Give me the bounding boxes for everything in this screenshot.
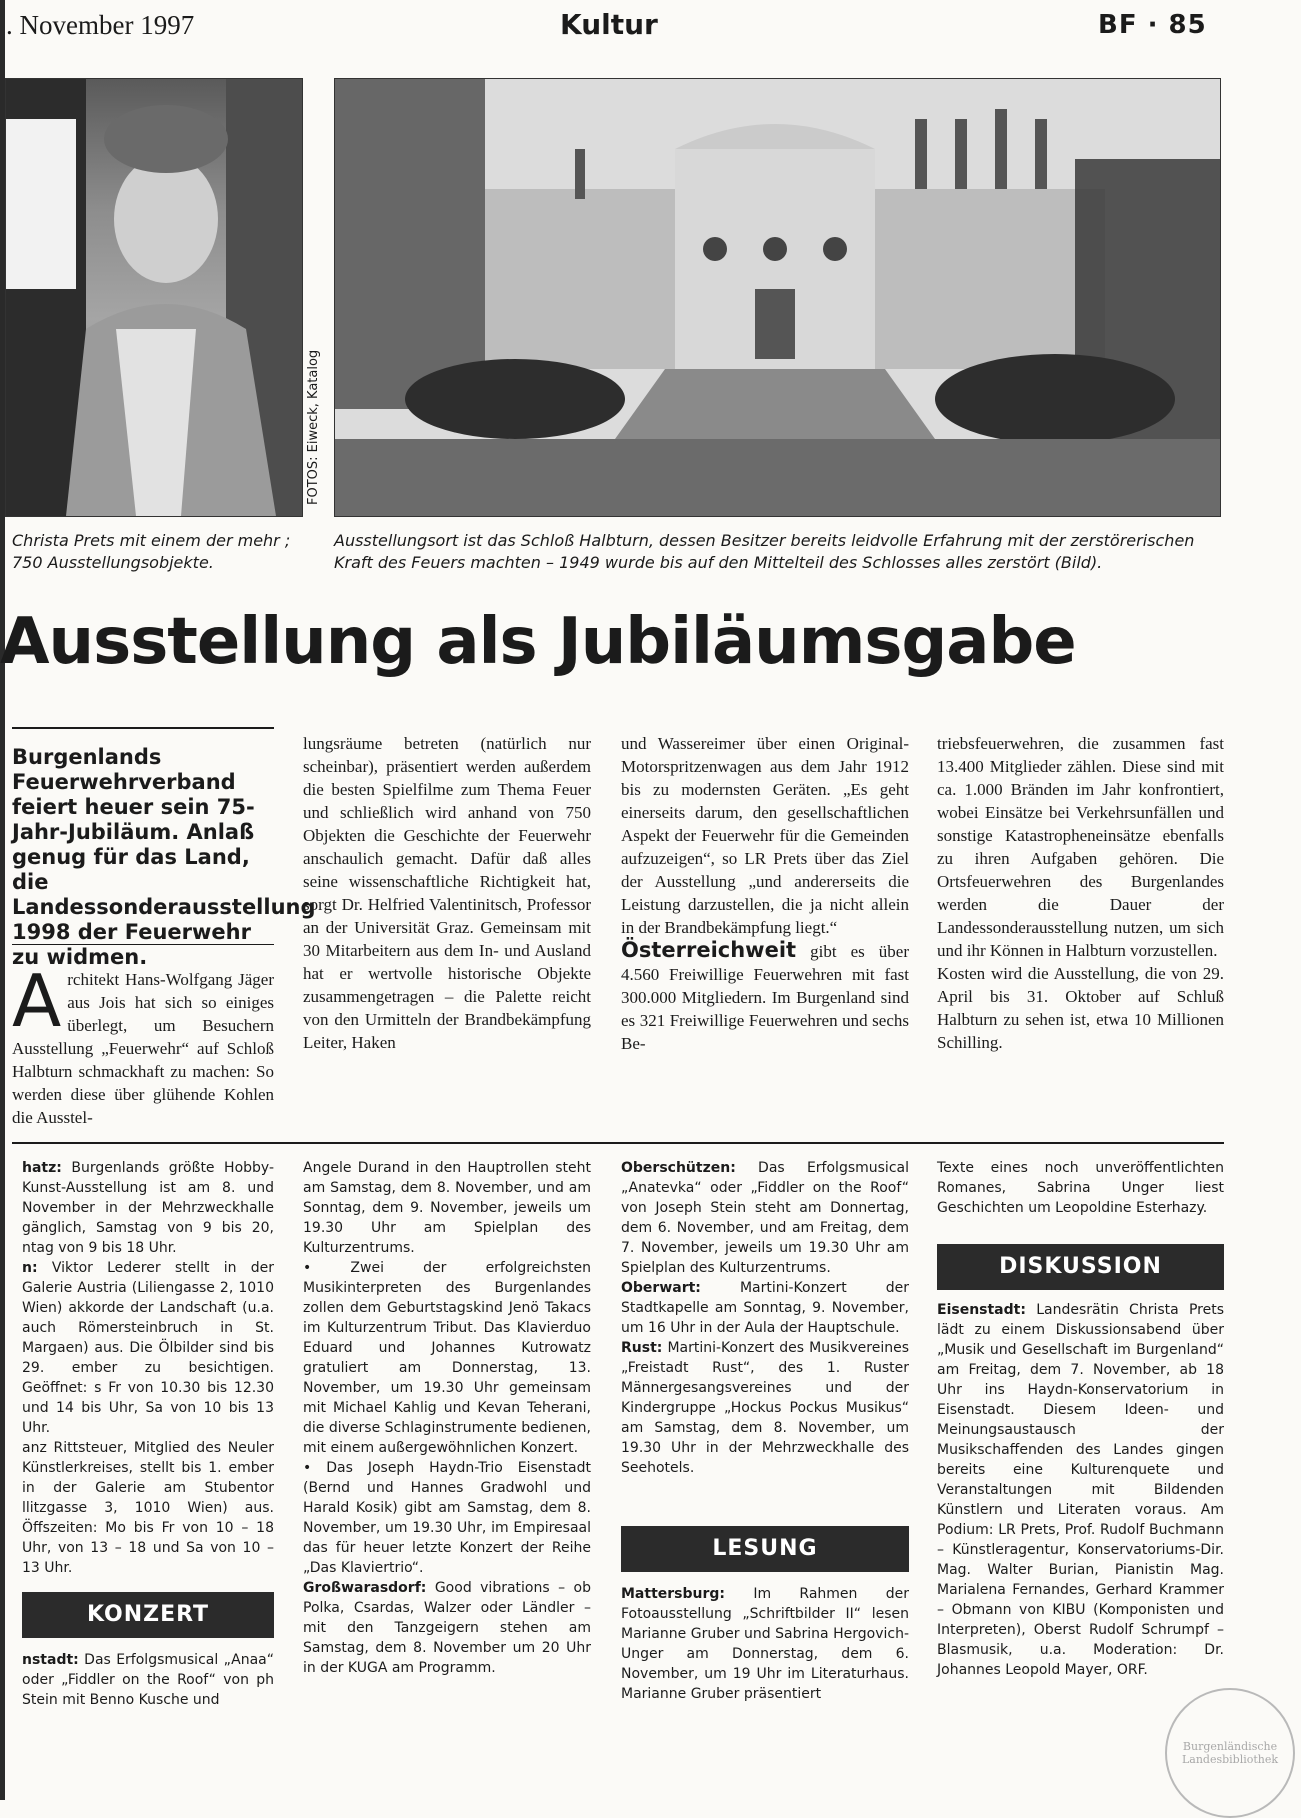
events-column-3: [621, 1158, 909, 1478]
event-entry: Oberwart: Martini-Konzert der Stadtkapelle am Sonntag, 9. November, um 16 Uhr in der Aula der Hauptschule.: [621, 1280, 909, 1336]
caption-right: Ausstellungsort ist das Schloß Halbturn, dessen Besitzer bereits leidvolle Erfahrung mit der zerstörerischen Kraft des Feuers machten – 1949 wurde bis auf den Mittelteil des Schlosses alles zerstört (Bild).: [334, 531, 1195, 572]
event-location: hatz:: [22, 1160, 62, 1176]
event-entry: Oberschützen: Das Erfolgsmusical „Anatevka“ oder „Fiddler on the Roof“ von Joseph Stein steht am Donnertag, dem 6. November, und am Freitag, dem 7. November, jeweils um 19.30 Uhr am Spielplan des Kulturzentrums.: [621, 1160, 909, 1276]
section-title: Kultur: [560, 8, 658, 41]
lesung-text: [621, 1584, 909, 1704]
event-location: Mattersburg:: [621, 1586, 726, 1602]
event-location: Oberschützen:: [621, 1160, 736, 1176]
lead-rule: [12, 727, 274, 729]
event-entry: hatz: Burgenlands größte Hobby-Kunst-Ausstellung ist am 8. und November in der Mehrzweckhalle gänglich, Samstag von 9 bis 20, ntag von 9 bis 18 Uhr.: [22, 1160, 274, 1256]
events-column-1: [22, 1158, 274, 1578]
event-location: nstadt:: [22, 1652, 79, 1668]
event-location: Oberwart:: [621, 1280, 701, 1296]
photo-christa-prets: [5, 78, 303, 517]
event-entry: Eisenstadt: Landesrätin Christa Prets lädt zu einem Diskussionsabend über „Musik und Gesellschaft im Burgenland“ am Freitag, dem 7. November, ab 18 Uhr ins Haydn-Konservatorium in Eisenstadt. Diesem Ideen- und Meinungsaustausch der Musikschaffenden des Landes gingen bereits eine Kulturenquete und Veranstaltungen mit Bildenden Künstlern und Literaten voraus. Am Podium: LR Prets, Prof. Rudolf Buchmann – Künstleragentur, Konservatoriums-Dir. Mag. Walter Burian, Pianistin Mag. Marialena Fernandes, Gerhard Krammer – Obmann von KIBU (Komponisten und Interpreten), Oberst Rudolf Schrumpf – Blasmusik, u.a. Moderation: Dr. Johannes Leopold Mayer, ORF.: [937, 1302, 1224, 1678]
photo-schloss-halbturn: [334, 78, 1221, 517]
banner-lesung: LESUNG: [621, 1526, 909, 1572]
event-location: Rust:: [621, 1340, 663, 1356]
article-lead: Burgenlands Feuerwehrverband feiert heuer sein 75-Jahr-Jubiläum. Anlaß genug für das Land, die Landessonderausstellung 1998 der Feuerwehr zu widmen.: [12, 745, 316, 969]
article-column-2: lungsräume betreten (natürlich nur scheinbar), präsentiert werden außerdem die besten Spielfilme zum Thema Feuer und schließlich wird anhand von 750 Objekten die Geschichte der Feuerwehr anschaulich gemacht. Dafür daß alles seine wissenschaftliche Richtigkeit hat, sorgt Dr. Helfried Valentinitsch, Professor an der Universität Graz. Gemeinsam mit 30 Mitarbeitern aus dem In- und Ausland hat er wertvolle historische Objekte zusammengetragen – die Palette reicht von den Urmitteln der Brandbekämpfung Leiter, Haken: [303, 734, 591, 1052]
caption-left: Christa Prets mit einem der mehr ; 750 Ausstellungsobjekte.: [12, 531, 291, 572]
konzert-text: [22, 1650, 274, 1710]
article-column-3: und Wassereimer über einen Original-Motorspritzenwagen aus dem Jahr 1912 bis zu modernsten Geräten. „Es geht einerseits darum, den gesellschaftlichen Aspekt der Feuerwehr für die Gemeinden aufzuzeigen“, so LR Prets über das Ziel der Ausstellung „und andererseits die Leistung darzustellen, die ja nicht allein in der Brandbekämpfung liegt.“ Österreichweit gibt es über 4.560 Freiwillige Feuerwehren mit fast 300.000 Mitgliedern. Im Burgenland sind es 321 Freiwillige Feuerwehren und sechs Be-: [621, 734, 909, 1053]
article-column-4: triebsfeuerwehren, die zusammen fast 13.400 Mitglieder zählen. Diese sind mit ca. 1.000 Bränden im Jahr konfrontiert, wobei Einsätze bei Verkehrsunfällen und sonstige Katastropheneinsätze ebenfalls zu ihren Aufgaben gehören. Die Ortsfeuerwehren des Burgenlandes werden die Dauer der Landessonderausstellung nutzen, um sich und ihr Können in Halbturn vorzustellen. Kosten wird die Ausstellung, die von 29. April bis 31. Oktober auf Schluß Halbturn zu sehen ist, etwa 10 Millionen Schilling.: [937, 734, 1224, 1052]
event-location: n:: [22, 1260, 38, 1276]
event-entry: • Zwei der erfolgreichsten Musikinterpreten des Burgenlandes zollen dem Geburtstagskind Jenö Takacs im Kulturzentrum Tribut. Das Klavierduo Eduard und Johannes Kutrowatz gratuliert am Donnerstag, 13. November, um 19.30 Uhr gemeinsam mit Michael Kahlig und Kevan Teherani, die diverse Schlaginstrumente bedienen, mit einem außergewöhnlichen Konzert.: [303, 1260, 591, 1456]
section-divider: [12, 1142, 1224, 1144]
events-column-4: [937, 1158, 1224, 1218]
page-number: BF · 85: [1098, 10, 1207, 40]
drop-cap: A: [12, 959, 62, 1043]
event-entry: anz Rittsteuer, Mitglied des Neuler Künstlerkreises, stellt bis 1. ember in der Galerie am Stubentor llitzgasse 3, 1010 Wien) aus. Öffszeiten: Mo bis Fr von 10 – 18 Uhr, von 13 – 18 und Sa von 10 – 13 Uhr.: [22, 1440, 274, 1576]
event-entry: n: Viktor Lederer stellt in der Galerie Austria (Liliengasse 2, 1010 Wien) akkorde der Landschaft (u.a. auch Römersteinbruch in St. Margaen) aus. Die Ölbilder sind bis 29. ember zu besichtigen. Geöffnet: s Fr von 10.30 bis 12.30 und 14 bis Uhr, Sa von 10 bis 13 Uhr.: [22, 1260, 274, 1436]
event-location: Eisenstadt:: [937, 1302, 1026, 1318]
article-column-1: Architekt Hans-Wolfgang Jäger aus Jois hat sich so einiges überlegt, um Besuchern Ausstellung „Feuerwehr“ auf Schloß Halbturn schmackhaft zu machen: So werden diese über glühende Kohlen die Ausstel-: [12, 959, 274, 1127]
subhead-oesterreichweit: Österreichweit: [621, 938, 797, 962]
banner-konzert: KONZERT: [22, 1592, 274, 1638]
events-column-2: [303, 1158, 591, 1678]
banner-diskussion: DISKUSSION: [937, 1244, 1224, 1290]
event-entry: Großwarasdorf: Good vibrations – ob Polka, Csardas, Walzer oder Ländler – mit den Tanzgeigern stehen am Samstag, dem 8. November um 20 Uhr in der KUGA am Programm.: [303, 1580, 591, 1676]
diskussion-text: [937, 1300, 1224, 1680]
event-entry: Angele Durand in den Hauptrollen steht am Samstag, dem 8. November, und am Sonntag, dem 9. November, jeweils um 19.30 Uhr am Spielplan des Kulturzentrums.: [303, 1160, 591, 1256]
event-entry: nstadt: Das Erfolgsmusical „Anaa“ oder „Fiddler on the Roof“ von ph Stein mit Benno Kusche und: [22, 1652, 274, 1708]
issue-date: . November 1997: [6, 10, 195, 40]
photo-credit: FOTOS: Eiweck, Katalog: [306, 349, 321, 505]
event-entry: • Das Joseph Haydn-Trio Eisenstadt (Bernd und Hannes Gradwohl und Harald Kosik) gibt am Samstag, dem 8. November, um 19.30 Uhr, im Empiresaal das für heuer letzte Konzert der Reihe „Das Klaviertrio“.: [303, 1460, 591, 1576]
event-entry: Texte eines noch unveröffentlichten Romanes, Sabrina Unger liest Geschichten um Leopoldine Esterhazy.: [937, 1160, 1224, 1216]
event-entry: Mattersburg: Im Rahmen der Fotoausstellung „Schriftbilder II“ lesen Marianne Gruber und Sabrina Hergovich-Unger am Donnerstag, dem 6. November, um 19 Uhr im Literaturhaus. Marianne Gruber präsentiert: [621, 1586, 909, 1702]
library-stamp: Burgenländische Landesbibliothek: [1165, 1688, 1295, 1818]
event-location: Großwarasdorf:: [303, 1580, 427, 1596]
article-headline: Ausstellung als Jubiläumsgabe: [0, 605, 1076, 679]
event-entry: Rust: Martini-Konzert des Musikvereines „Freistadt Rust“, des 1. Ruster Männergesangsvereines und der Kindergruppe „Hockus Pockus Musikus“ am Samstag, dem 8. November, um 19.30 Uhr in der Mehrzweckhalle des Seehotels.: [621, 1340, 909, 1476]
